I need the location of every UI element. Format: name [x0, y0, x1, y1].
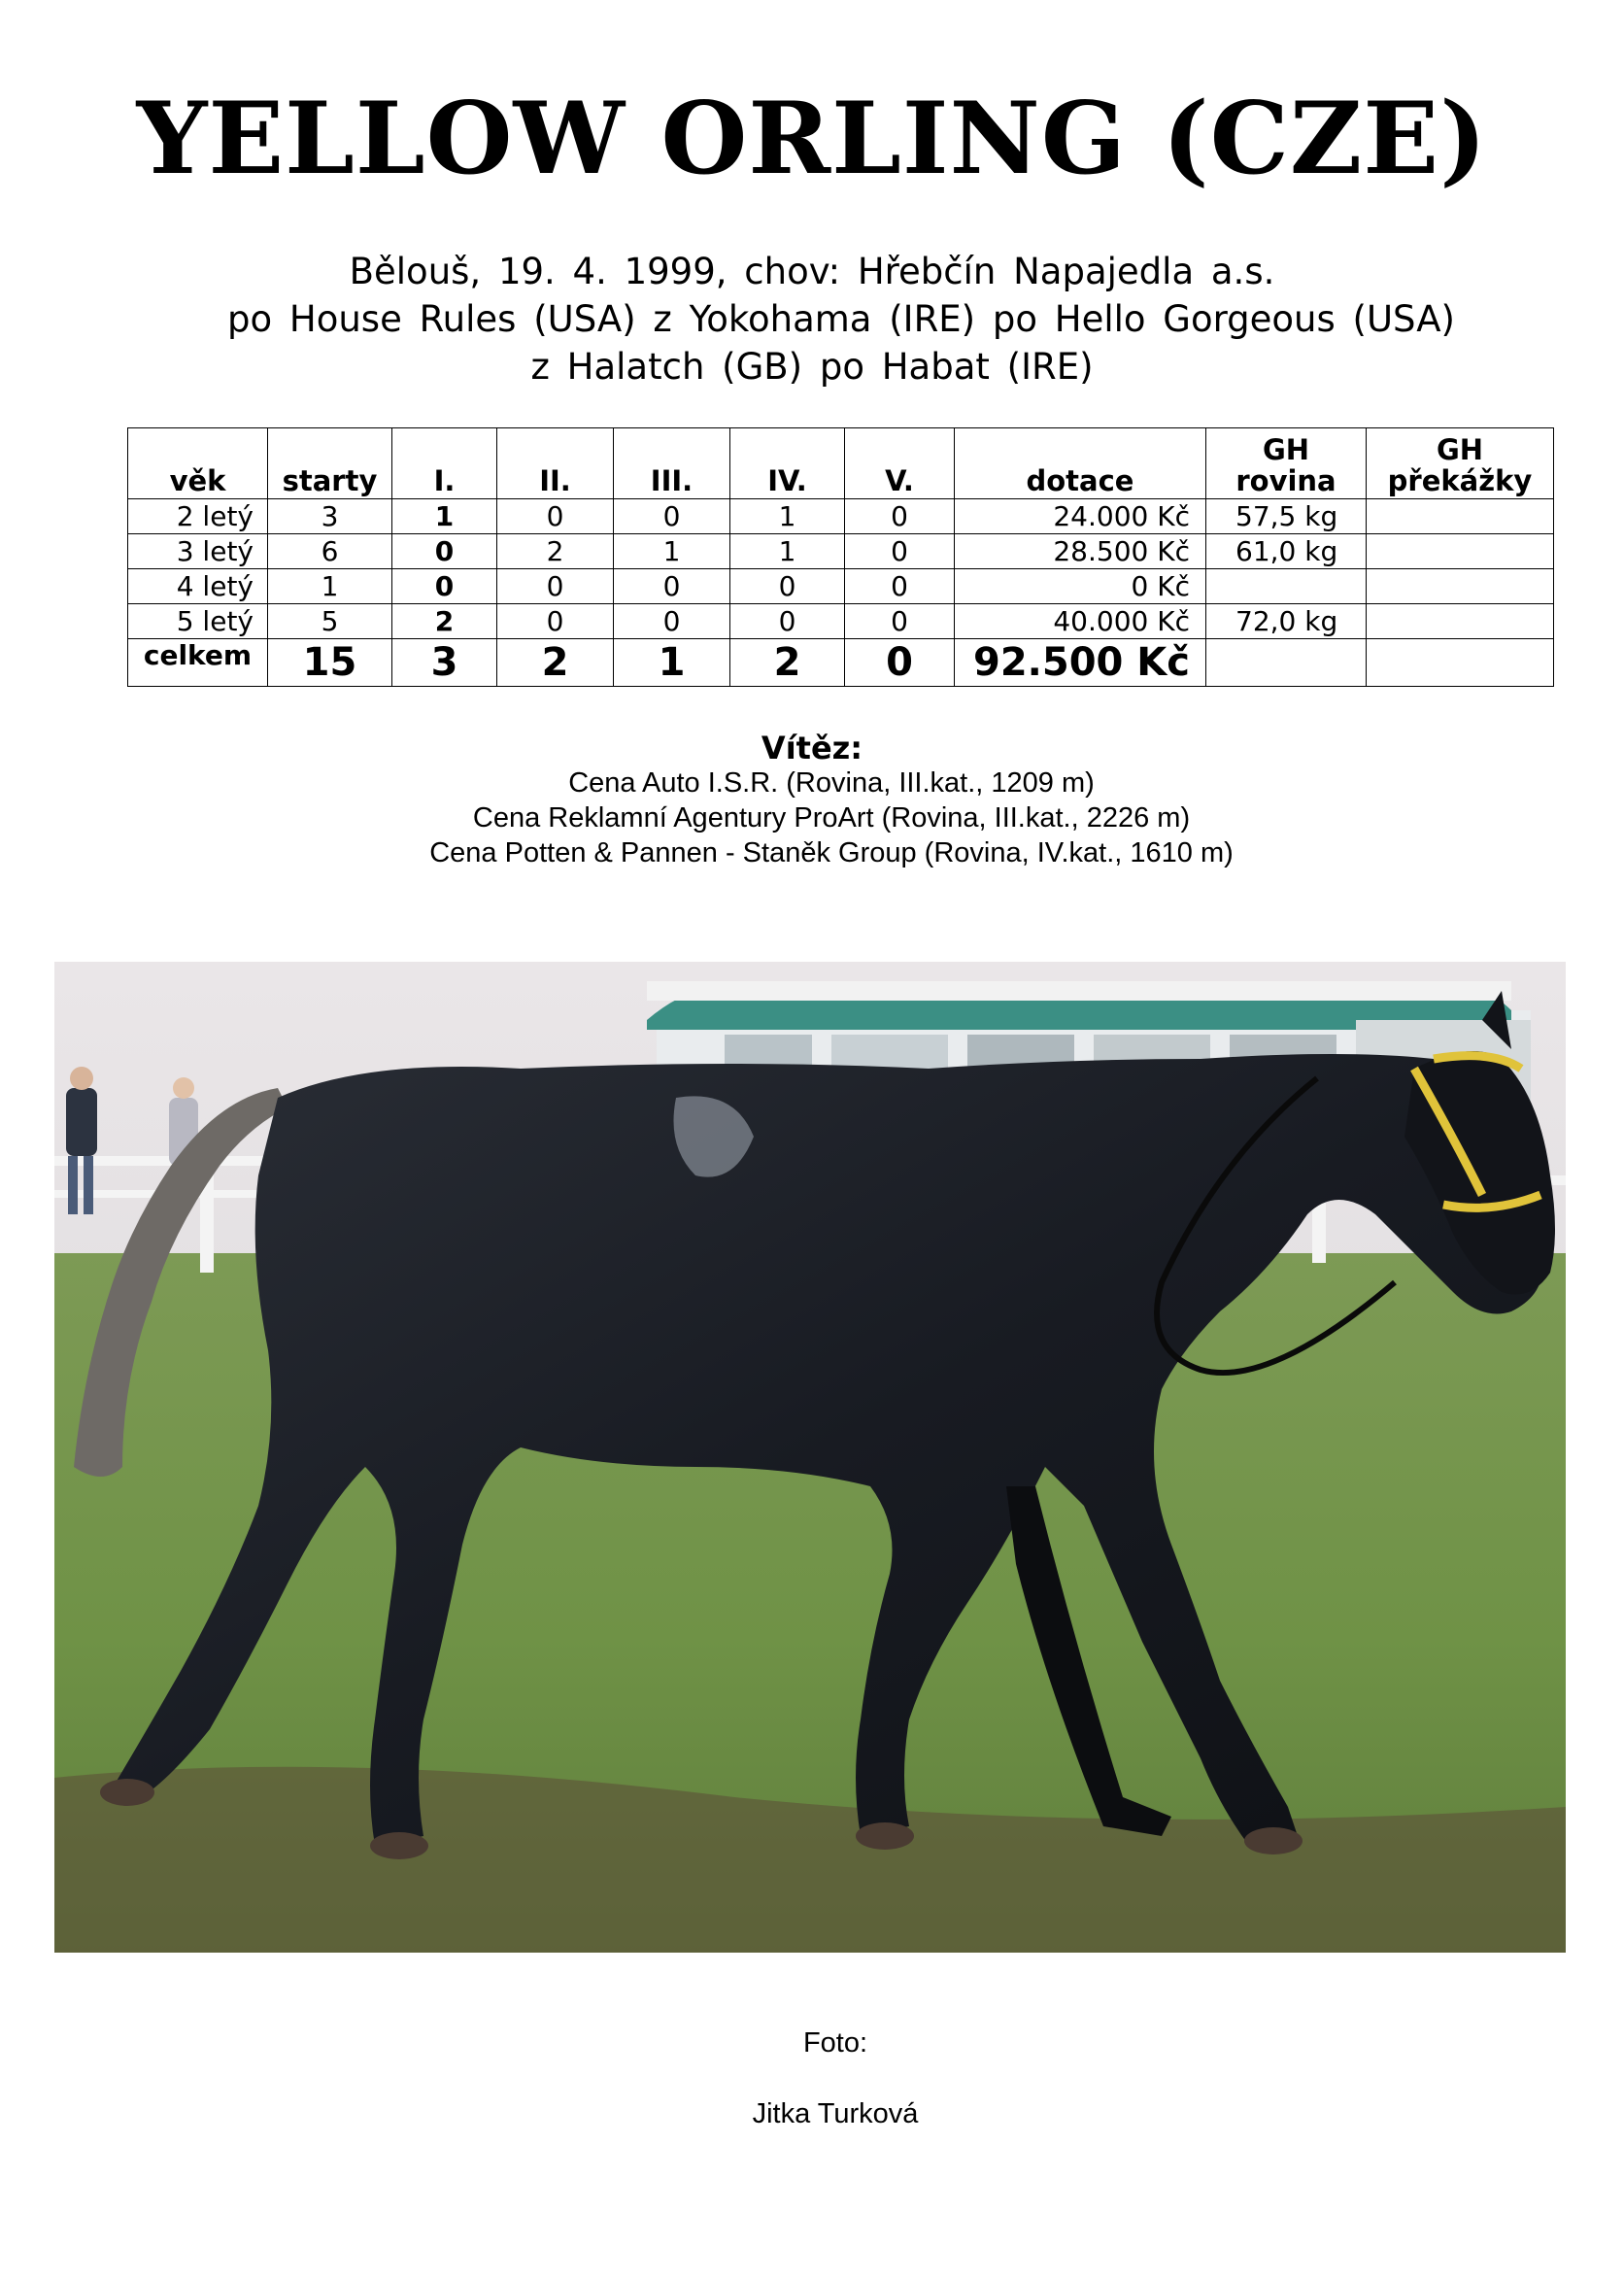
- header-place-3: III.: [614, 428, 730, 499]
- table-row: [128, 534, 1554, 569]
- cell-place-3: 0: [614, 604, 730, 639]
- cell-starts: 1: [268, 569, 392, 604]
- cell-gh-flat: 57,5 kg: [1206, 499, 1367, 534]
- horse-photo-illustration: [54, 962, 1566, 1953]
- cell-place-5: 0: [845, 604, 955, 639]
- winner-race-item: Cena Potten & Pannen - Staněk Group (Rovina, IV.kat., 1610 m): [429, 837, 1234, 868]
- cell-place-3: 0: [614, 499, 730, 534]
- header-gh-flat: [1206, 428, 1367, 499]
- header-age: věk: [128, 428, 268, 499]
- cell-place-3: 1: [614, 534, 730, 569]
- cell-place-1: 0: [392, 569, 497, 604]
- cell-age: 4 letý: [128, 569, 268, 604]
- cell-prize: 0 Kč: [955, 569, 1206, 604]
- header-place-2: II.: [497, 428, 614, 499]
- header-gh-jump-line2: překážky: [1387, 464, 1533, 497]
- header-gh-flat-line2: rovina: [1235, 464, 1336, 497]
- cell-total-prize: 92.500 Kč: [955, 639, 1206, 687]
- photo-credit-author: Jitka Turková: [752, 2098, 919, 2129]
- cell-gh-flat: [1206, 569, 1367, 604]
- cell-total-place-3: 1: [614, 639, 730, 687]
- cell-place-1: 1: [392, 499, 497, 534]
- race-statistics-table: [127, 427, 1554, 687]
- header-gh-jump-line1: GH: [1436, 433, 1484, 466]
- cell-age: 3 letý: [128, 534, 268, 569]
- table-header-row: [128, 428, 1554, 499]
- horse-photo: [54, 962, 1566, 1953]
- cell-place-2: 0: [497, 604, 614, 639]
- cell-starts: 3: [268, 499, 392, 534]
- cell-total-label: celkem: [128, 639, 268, 687]
- header-starts: starty: [268, 428, 392, 499]
- cell-place-2: 2: [497, 534, 614, 569]
- cell-place-4: 1: [730, 534, 845, 569]
- cell-age: 5 letý: [128, 604, 268, 639]
- cell-gh-jump: [1367, 534, 1554, 569]
- cell-starts: 6: [268, 534, 392, 569]
- cell-age: 2 letý: [128, 499, 268, 534]
- header-gh-jump: [1367, 428, 1554, 499]
- horse-name-title: YELLOW ORLING (CZE): [136, 81, 1488, 197]
- cell-place-4: 0: [730, 569, 845, 604]
- cell-total-gh-flat: [1206, 639, 1367, 687]
- cell-prize: 28.500 Kč: [955, 534, 1206, 569]
- cell-gh-flat: 72,0 kg: [1206, 604, 1367, 639]
- photo-credit-label: Foto:: [802, 2027, 868, 2059]
- header-gh-flat-line1: GH: [1262, 433, 1310, 466]
- header-prize: dotace: [955, 428, 1206, 499]
- table-row: [128, 499, 1554, 534]
- cell-gh-jump: [1367, 604, 1554, 639]
- cell-place-2: 0: [497, 569, 614, 604]
- cell-place-1: 2: [392, 604, 497, 639]
- cell-place-3: 0: [614, 569, 730, 604]
- horse-birth-info: Bělouš, 19. 4. 1999, chov: Hřebčín Napajedla a.s.: [349, 251, 1275, 292]
- cell-total-place-2: 2: [497, 639, 614, 687]
- cell-starts: 5: [268, 604, 392, 639]
- winner-race-item: Cena Reklamní Agentury ProArt (Rovina, III.kat., 2226 m): [472, 802, 1191, 834]
- cell-total-place-5: 0: [845, 639, 955, 687]
- cell-place-5: 0: [845, 569, 955, 604]
- cell-place-1: 0: [392, 534, 497, 569]
- table-row: [128, 604, 1554, 639]
- winner-heading: Vítěz:: [761, 730, 863, 766]
- cell-gh-jump: [1367, 499, 1554, 534]
- cell-gh-jump: [1367, 569, 1554, 604]
- cell-total-gh-jump: [1367, 639, 1554, 687]
- cell-place-2: 0: [497, 499, 614, 534]
- cell-total-starts: 15: [268, 639, 392, 687]
- header-place-1: I.: [392, 428, 497, 499]
- cell-gh-flat: 61,0 kg: [1206, 534, 1367, 569]
- cell-place-5: 0: [845, 499, 955, 534]
- horse-dam-pedigree: z Halatch (GB) po Habat (IRE): [530, 346, 1094, 388]
- winner-race-item: Cena Auto I.S.R. (Rovina, III.kat., 1209 m): [568, 767, 1095, 799]
- header-place-5: V.: [845, 428, 955, 499]
- header-place-4: IV.: [730, 428, 845, 499]
- table-row: [128, 569, 1554, 604]
- horse-pedigree-line: po House Rules (USA) z Yokohama (IRE) po Hello Gorgeous (USA): [227, 298, 1455, 340]
- cell-place-4: 0: [730, 604, 845, 639]
- cell-place-4: 1: [730, 499, 845, 534]
- cell-prize: 40.000 Kč: [955, 604, 1206, 639]
- cell-total-place-4: 2: [730, 639, 845, 687]
- cell-prize: 24.000 Kč: [955, 499, 1206, 534]
- cell-total-place-1: 3: [392, 639, 497, 687]
- cell-place-5: 0: [845, 534, 955, 569]
- table-total-row: [128, 639, 1554, 687]
